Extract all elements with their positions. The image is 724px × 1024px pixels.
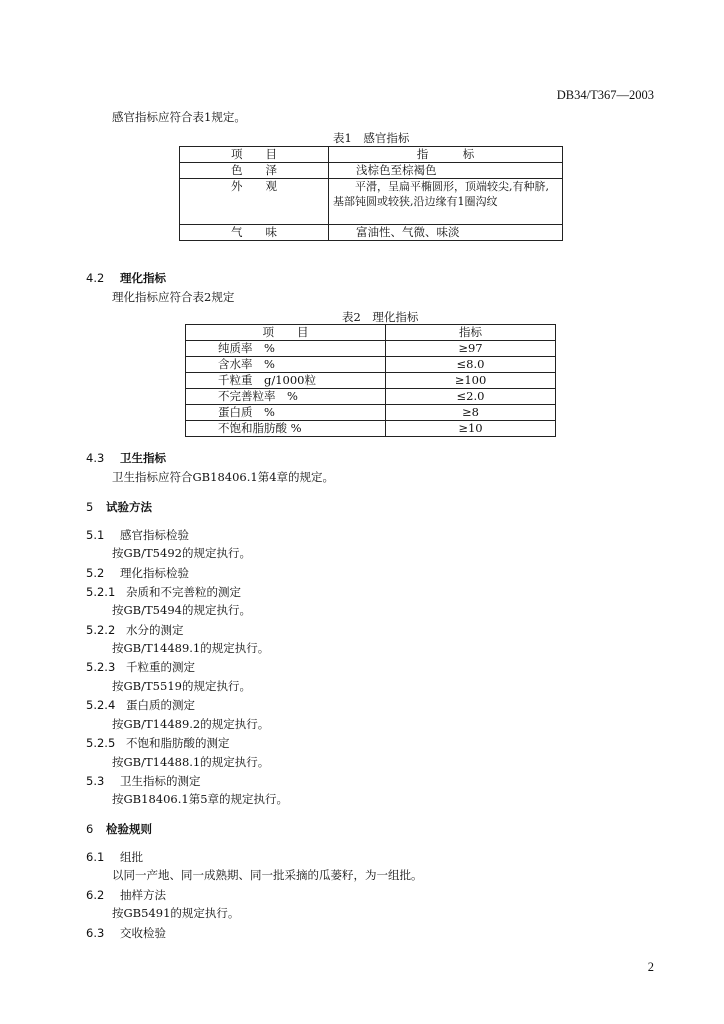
table-row [186, 341, 556, 357]
table2-caption: 表2 理化指标 [342, 310, 419, 324]
table-header-row [186, 325, 556, 341]
section-5-heading: 5 试验方法 [86, 500, 152, 514]
table-header-cell: 指标 [386, 325, 556, 341]
section-6-3-heading: 6.3 交收检验 [86, 926, 166, 940]
section-5-2-heading: 5.2 理化指标检验 [86, 566, 189, 580]
table-cell: 纯质率 % [186, 341, 386, 357]
table1-caption: 表1 感官指标 [333, 131, 410, 145]
table-cell: 富油性、气微、味淡 [329, 225, 563, 241]
table1-sensory [179, 146, 563, 241]
section-6-2-heading: 6.2 抽样方法 [86, 888, 166, 902]
section-5-2-2-heading: 5.2.2 水分的测定 [86, 623, 184, 637]
section-4-2-heading: 4.2 理化指标 [86, 271, 166, 285]
table-header-cell: 指 标 [329, 147, 563, 163]
table-cell: 不饱和脂肪酸 % [186, 421, 386, 437]
table-cell: 含水率 % [186, 357, 386, 373]
section-5-2-3-heading: 5.2.3 千粒重的测定 [86, 660, 195, 674]
section-5-3-text: 按GB18406.1第5章的规定执行。 [112, 792, 289, 806]
section-5-2-1-heading: 5.2.1 杂质和不完善粒的测定 [86, 585, 241, 599]
table-row [186, 421, 556, 437]
table-row [186, 373, 556, 389]
table-cell: 不完善粒率 % [186, 389, 386, 405]
section-5-2-5-text: 按GB/T14488.1的规定执行。 [112, 755, 270, 769]
table-cell: 平滑，呈扁平椭圆形，顶端较尖,有种脐,基部钝圆或较狭,沿边缘有1圈沟纹 [329, 179, 563, 225]
section-6-2-text: 按GB5491的规定执行。 [112, 906, 240, 920]
section-6-heading: 6 检验规则 [86, 822, 152, 836]
section-5-2-4-heading: 5.2.4 蛋白质的测定 [86, 698, 195, 712]
table-header-cell: 项 目 [180, 147, 329, 163]
table-row [180, 179, 563, 225]
section-6-1-text: 以同一产地、同一成熟期、同一批采摘的瓜蒌籽，为一组批。 [112, 868, 423, 882]
section-5-2-4-text: 按GB/T14489.2的规定执行。 [112, 717, 270, 731]
table-header-row [180, 147, 563, 163]
table-cell: ≤8.0 [386, 357, 556, 373]
section-4-3-heading: 4.3 卫生指标 [86, 451, 166, 465]
table-cell: 千粒重 g/1000粒 [186, 373, 386, 389]
table-cell: ≥100 [386, 373, 556, 389]
table-cell: ≥10 [386, 421, 556, 437]
table-cell: ≥97 [386, 341, 556, 357]
table-cell: ≤2.0 [386, 389, 556, 405]
table-cell: 色 泽 [180, 163, 329, 179]
section-5-2-3-text: 按GB/T5519的规定执行。 [112, 679, 251, 693]
section-5-2-1-text: 按GB/T5494的规定执行。 [112, 603, 251, 617]
section-5-3-heading: 5.3 卫生指标的测定 [86, 774, 201, 788]
intro-sensory-text: 感官指标应符合表1规定。 [112, 110, 246, 124]
section-5-2-5-heading: 5.2.5 不饱和脂肪酸的测定 [86, 736, 230, 750]
table-cell: 外 观 [180, 179, 329, 225]
page-number: 2 [647, 960, 654, 974]
section-4-3-text: 卫生指标应符合GB18406.1第4章的规定。 [112, 470, 335, 484]
section-5-1-text: 按GB/T5492的规定执行。 [112, 546, 251, 560]
section-5-2-2-text: 按GB/T14489.1的规定执行。 [112, 641, 270, 655]
section-6-1-heading: 6.1 组批 [86, 850, 143, 864]
table-row [186, 405, 556, 421]
table-row [180, 163, 563, 179]
table-cell: 浅棕色至棕褐色 [329, 163, 563, 179]
table-header-cell: 项 目 [186, 325, 386, 341]
section-5-1-heading: 5.1 感官指标检验 [86, 528, 189, 542]
table-row [186, 389, 556, 405]
table-cell: 蛋白质 % [186, 405, 386, 421]
table-cell: 气 味 [180, 225, 329, 241]
table-row [186, 357, 556, 373]
document-number: DB34/T367—2003 [556, 88, 654, 102]
table-row [180, 225, 563, 241]
section-4-2-text: 理化指标应符合表2规定 [112, 290, 235, 304]
table-cell: ≥8 [386, 405, 556, 421]
table2-physicochemical [185, 324, 556, 437]
